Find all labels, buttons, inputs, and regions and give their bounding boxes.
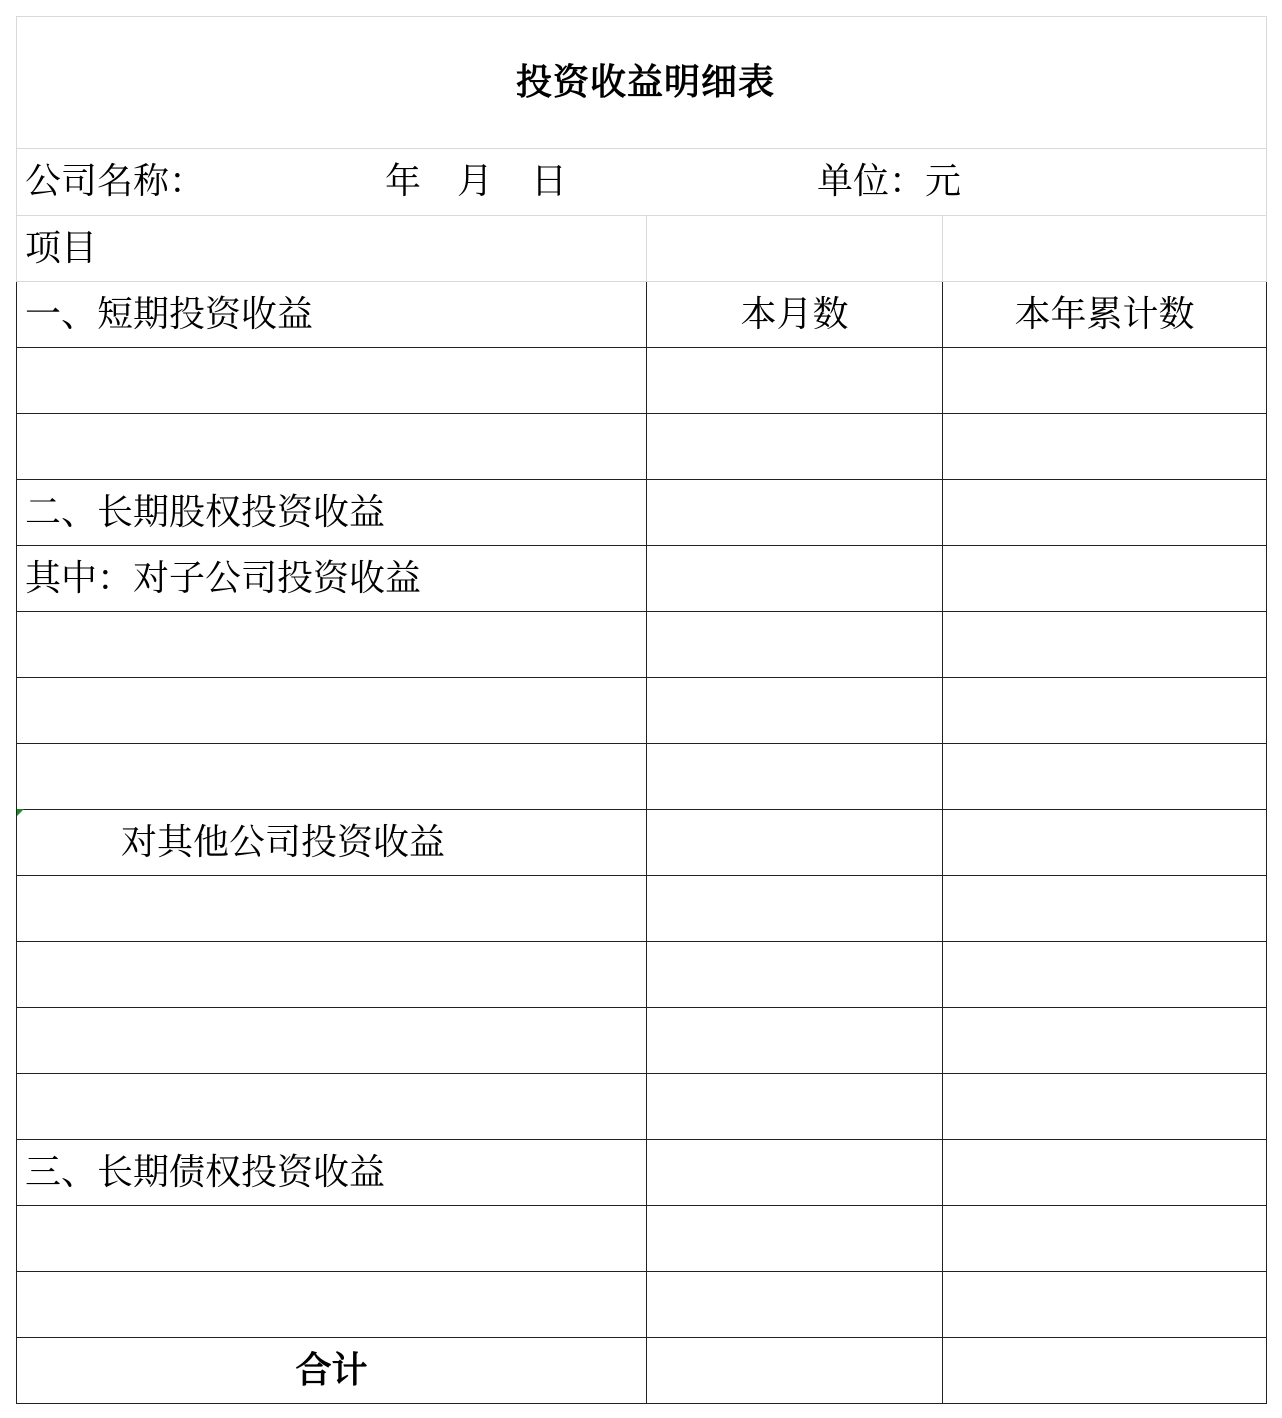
year-value-cell[interactable] [943,414,1267,480]
month-value-cell[interactable] [647,1206,943,1272]
month-value-cell[interactable] [647,1140,943,1206]
month-value-cell[interactable] [647,876,943,942]
year-value-cell[interactable] [943,1272,1267,1338]
year-value-cell[interactable] [943,1074,1267,1140]
row-label-cell[interactable] [17,1272,647,1338]
company-name-label: 公司名称： [25,161,206,202]
row-label-cell[interactable]: 二、长期股权投资收益 [17,480,647,546]
month-label: 月 [457,161,494,202]
table-row [17,876,1267,942]
empty-cell[interactable] [647,216,943,282]
total-year-cell[interactable] [943,1338,1267,1404]
row-label-cell[interactable] [17,876,647,942]
row-label-cell[interactable] [17,744,647,810]
month-value-cell[interactable] [647,678,943,744]
year-value-cell[interactable] [943,678,1267,744]
month-value-cell[interactable] [647,1074,943,1140]
month-value-cell[interactable] [647,942,943,1008]
year-value-cell[interactable] [943,876,1267,942]
info-cell[interactable] [17,149,1267,216]
month-value-cell[interactable] [647,348,943,414]
item-label-cell[interactable]: 项目 [17,216,647,282]
month-value-cell[interactable] [647,810,943,876]
year-value-cell[interactable] [943,942,1267,1008]
year-value-cell[interactable] [943,1008,1267,1074]
table-row [17,678,1267,744]
month-value-cell[interactable] [647,744,943,810]
row-label-cell[interactable]: 一、短期投资收益 [17,282,647,348]
table-row [17,744,1267,810]
column-header-year-to-date[interactable]: 本年累计数 [943,282,1267,348]
unit-label: 单位：元 [817,161,962,202]
table-row [17,942,1267,1008]
table-row [17,1272,1267,1338]
info-row [17,149,1267,216]
empty-cell[interactable] [943,216,1267,282]
row-label-cell[interactable] [17,1074,647,1140]
month-value-cell[interactable] [647,612,943,678]
comment-marker-icon [17,809,24,816]
year-value-cell[interactable] [943,348,1267,414]
month-value-cell[interactable] [647,414,943,480]
row-label-cell[interactable]: 对其他公司投资收益 [17,810,647,876]
row-label-cell[interactable] [17,612,647,678]
table-row [17,612,1267,678]
table-row [17,546,1267,612]
table-row [17,810,1267,876]
table-row [17,1008,1267,1074]
table-row [17,1074,1267,1140]
row-label-cell[interactable] [17,348,647,414]
total-month-cell[interactable] [647,1338,943,1404]
month-value-cell[interactable] [647,1008,943,1074]
title-row [17,17,1267,149]
row-label-cell[interactable] [17,414,647,480]
month-value-cell[interactable] [647,480,943,546]
row-label-cell[interactable] [17,1206,647,1272]
month-value-cell[interactable] [647,1272,943,1338]
item-header-row [17,216,1267,282]
spreadsheet-sheet [16,16,1266,1404]
year-value-cell[interactable] [943,612,1267,678]
year-value-cell[interactable] [943,744,1267,810]
row-label-cell[interactable] [17,942,647,1008]
row-label-cell[interactable] [17,678,647,744]
table-row [17,1140,1267,1206]
total-label-cell[interactable]: 合计 [17,1338,647,1404]
year-value-cell[interactable] [943,1206,1267,1272]
year-value-cell[interactable] [943,810,1267,876]
row-label-cell[interactable]: 三、长期债权投资收益 [17,1140,647,1206]
table-row [17,348,1267,414]
column-header-month[interactable]: 本月数 [647,282,943,348]
sheet-title[interactable]: 投资收益明细表 [17,17,1267,149]
year-label: 年 [385,161,422,202]
year-value-cell[interactable] [943,480,1267,546]
table-row [17,282,1267,348]
row-label-cell[interactable]: 其中：对子公司投资收益 [17,546,647,612]
year-value-cell[interactable] [943,1140,1267,1206]
row-label-cell[interactable] [17,1008,647,1074]
table-row [17,1206,1267,1272]
year-value-cell[interactable] [943,546,1267,612]
table-row [17,480,1267,546]
month-value-cell[interactable] [647,546,943,612]
table-row [17,414,1267,480]
day-label: 日 [531,161,568,202]
total-row [17,1338,1267,1404]
investment-income-table [16,16,1267,1404]
